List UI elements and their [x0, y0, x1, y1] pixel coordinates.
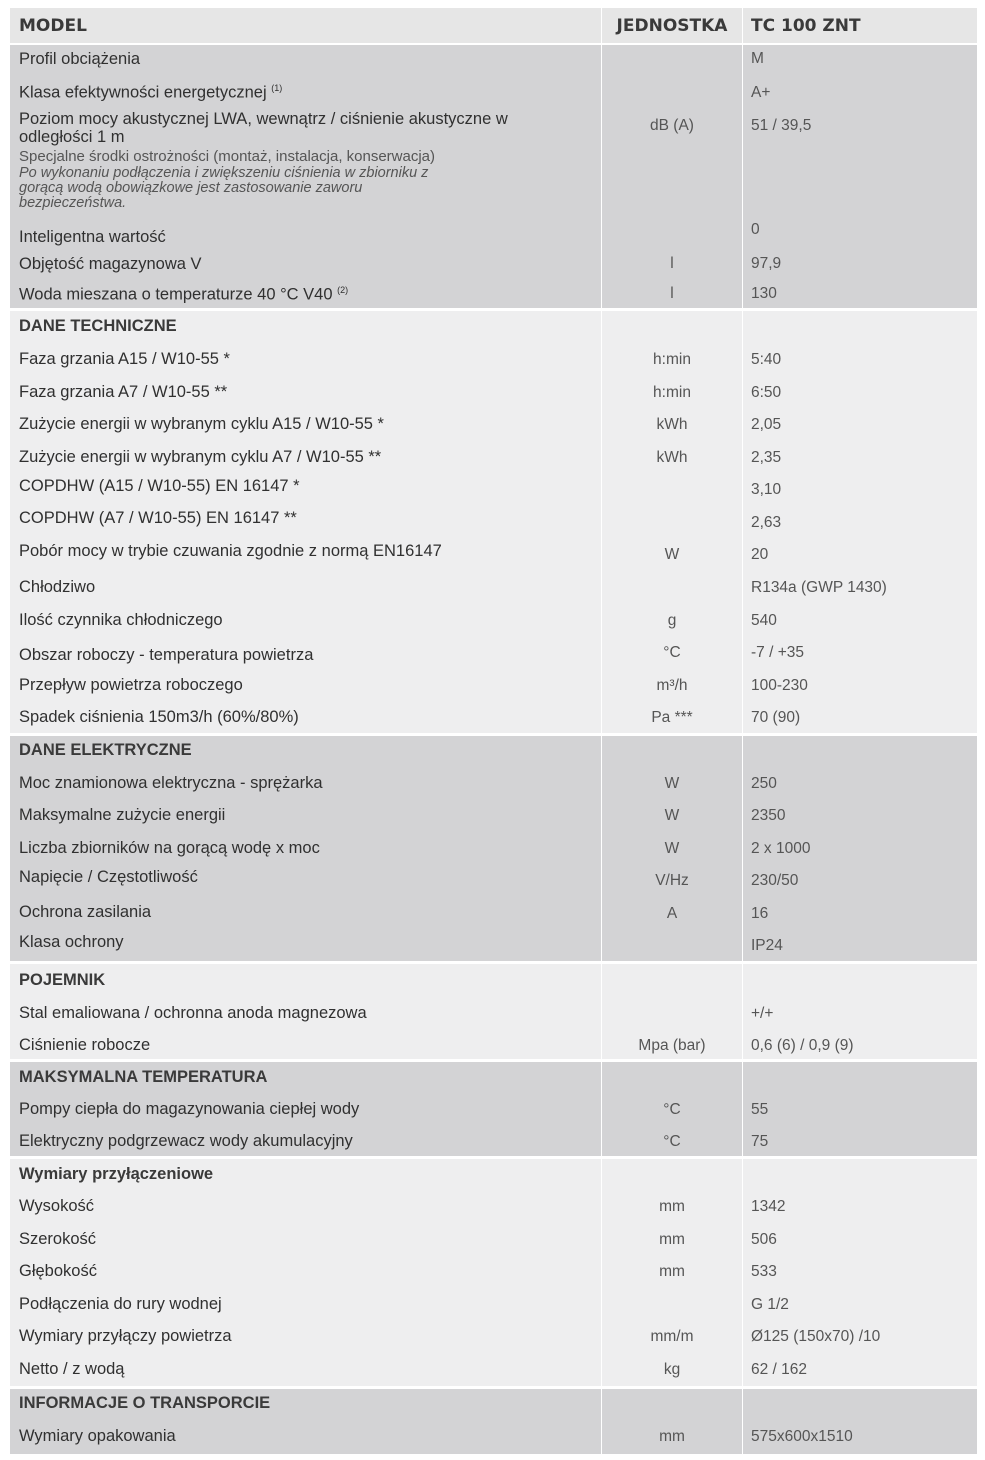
row-label: Maksymalne zużycie energii [19, 806, 226, 824]
row-value: 20 [751, 546, 769, 563]
row-value: G 1/2 [751, 1296, 789, 1313]
row-value: R134a (GWP 1430) [751, 579, 887, 596]
value-column [743, 45, 977, 308]
row-unit: W [664, 546, 680, 563]
row-note: Po wykonaniu podłączenia i zwiększeniu ciśnienia w zbiorniku z gorącą wodą obowiązkowe jest zastosowanie zaworu bezpieczeństwa. [19, 165, 429, 211]
unit-column [602, 1062, 742, 1156]
row-value: 506 [751, 1231, 777, 1248]
label-column [10, 311, 601, 733]
row-value: 130 [751, 285, 777, 302]
row-label: Poziom mocy akustycznej LWA, wewnątrz / ciśnienie akustyczne w odległości 1 m [19, 110, 508, 146]
row-value: 0,6 (6) / 0,9 (9) [751, 1037, 854, 1054]
row-value: 2,05 [751, 416, 782, 433]
row-unit: °C [663, 1133, 681, 1150]
row-unit: h:min [653, 351, 691, 368]
label-column [10, 736, 601, 961]
row-label: Ochrona zasilania [19, 903, 152, 921]
footnote-mark: (1) [271, 83, 283, 93]
footnote-mark: (2) [337, 285, 349, 295]
unit-column [602, 311, 742, 733]
row-unit: mm/m [650, 1328, 694, 1345]
row-label: Faza grzania A15 / W10-55 * [19, 350, 230, 368]
row-label: Objętość magazynowa V [19, 255, 202, 273]
unit-column [602, 1159, 742, 1386]
row-value: 2350 [751, 807, 786, 824]
row-label: Zużycie energii w wybranym cyklu A15 / W10-55 * [19, 415, 384, 433]
row-value: 16 [751, 905, 769, 922]
value-column [743, 736, 977, 961]
row-unit: W [664, 775, 680, 792]
row-label: Wysokość [19, 1197, 95, 1215]
row-unit: l [670, 285, 674, 302]
row-label: Pobór mocy w trybie czuwania zgodnie z normą EN16147 [19, 542, 442, 560]
row-value: A+ [751, 84, 771, 101]
row-label: Moc znamionowa elektryczna - sprężarka [19, 774, 323, 792]
row-unit: g [667, 612, 677, 629]
row-unit: A [666, 905, 678, 922]
value-column [743, 1389, 977, 1454]
section-title: DANE TECHNICZNE [19, 317, 177, 335]
row-unit: mm [659, 1428, 685, 1445]
row-label: Wymiary opakowania [19, 1427, 176, 1445]
row-label: Pompy ciepła do magazynowania ciepłej wody [19, 1100, 360, 1118]
row-label: Głębokość [19, 1262, 97, 1280]
row-label: Podłączenia do rury wodnej [19, 1295, 222, 1313]
section-electrical [10, 736, 977, 961]
unit-column [602, 1389, 742, 1454]
row-label: Klasa efektywności energetycznej $^{(1)}$ [19, 83, 283, 102]
row-unit: mm [659, 1231, 685, 1248]
section-model [10, 45, 977, 308]
row-unit: dB (A) [650, 117, 694, 134]
row-value: 230/50 [751, 872, 799, 889]
value-column [743, 1062, 977, 1156]
row-value: 2,63 [751, 514, 782, 531]
row-label: Chłodziwo [19, 578, 96, 596]
section-title: INFORMACJE O TRANSPORCIE [19, 1394, 271, 1412]
row-label: Specjalne środki ostrożności (montaż, instalacja, konserwacja) [19, 148, 436, 165]
spec-table [10, 8, 977, 1457]
unit-column [602, 964, 742, 1059]
row-label: Wymiary przyłączy powietrza [19, 1327, 232, 1345]
section-dimensions [10, 1159, 977, 1386]
row-value: 540 [751, 612, 777, 629]
row-value: 1342 [751, 1198, 786, 1215]
row-value: 0 [751, 221, 760, 238]
section-tank [10, 964, 977, 1059]
row-value: 62 / 162 [751, 1361, 808, 1378]
row-value: 55 [751, 1101, 769, 1118]
label-column [10, 964, 601, 1059]
unit-column [602, 45, 742, 308]
header-model: MODEL [10, 8, 601, 43]
value-column [743, 964, 977, 1059]
row-unit: Pa *** [651, 709, 693, 726]
row-label: Stal emaliowana / ochronna anoda magnezowa [19, 1004, 367, 1022]
label-column [10, 1062, 601, 1156]
value-column [743, 1159, 977, 1386]
row-label: Obszar roboczy - temperatura powietrza [19, 646, 314, 664]
value-column [743, 311, 977, 733]
row-unit: m³/h [656, 677, 688, 694]
row-unit: Mpa (bar) [638, 1037, 706, 1054]
header-product: TC 100 ZNT [743, 8, 977, 43]
row-label: Zużycie energii w wybranym cyklu A7 / W10-55 ** [19, 448, 382, 466]
row-unit: kWh [656, 416, 688, 433]
row-unit: °C [663, 1101, 681, 1118]
row-unit: kg [663, 1361, 681, 1378]
row-label: Szerokość [19, 1230, 97, 1248]
row-unit: V/Hz [655, 872, 689, 889]
row-label: Liczba zbiorników na gorącą wodę x moc [19, 839, 320, 857]
row-value: M [751, 50, 764, 67]
row-label: Profil obciążenia [19, 50, 141, 68]
row-label: Ciśnienie robocze [19, 1036, 151, 1054]
row-value: 533 [751, 1263, 777, 1280]
row-label: Ilość czynnika chłodniczego [19, 611, 223, 629]
label-column [10, 45, 601, 308]
section-technical [10, 311, 977, 733]
section-title: MAKSYMALNA TEMPERATURA [19, 1068, 268, 1086]
row-label: COPDHW (A15 / W10-55) EN 16147 * [19, 477, 300, 495]
row-label: Elektryczny podgrzewacz wody akumulacyjny [19, 1132, 353, 1150]
row-value: 250 [751, 775, 777, 792]
label-column [10, 1159, 601, 1386]
row-unit: W [664, 807, 680, 824]
table-header [10, 8, 977, 43]
row-value: 75 [751, 1133, 769, 1150]
row-value: Ø125 (150x70) /10 [751, 1328, 881, 1345]
row-value: 51 / 39,5 [751, 117, 812, 134]
label-column [10, 1389, 601, 1454]
row-unit: h:min [653, 384, 691, 401]
row-value: +/+ [751, 1005, 774, 1022]
row-label: Faza grzania A7 / W10-55 ** [19, 383, 228, 401]
row-value: 97,9 [751, 255, 782, 272]
row-label: Przepływ powietrza roboczego [19, 676, 243, 694]
row-label: Spadek ciśnienia 150m3/h (60%/80%) [19, 708, 299, 726]
row-unit: °C [663, 644, 681, 661]
section-title: DANE ELEKTRYCZNE [19, 741, 192, 759]
row-value: 6:50 [751, 384, 782, 401]
row-label: Klasa ochrony [19, 933, 124, 951]
row-label: Inteligentna wartość [19, 228, 166, 246]
section-title: Wymiary przyłączeniowe [19, 1165, 214, 1183]
row-value: 5:40 [751, 351, 782, 368]
row-value: -7 / +35 [751, 644, 804, 661]
section-title: POJEMNIK [19, 971, 106, 989]
row-unit: W [664, 840, 680, 857]
header-unit: JEDNOSTKA [602, 8, 742, 43]
row-value: 70 (90) [751, 709, 801, 726]
row-unit: l [670, 255, 674, 272]
row-value: 2 x 1000 [751, 840, 811, 857]
row-label: Woda mieszana o temperaturze 40 °C V40 $^{(2)}$ [19, 285, 349, 304]
section-transport [10, 1389, 977, 1454]
row-label: COPDHW (A7 / W10-55) EN 16147 ** [19, 509, 297, 527]
row-unit: mm [659, 1263, 685, 1280]
row-value: 2,35 [751, 449, 782, 466]
row-value: 100-230 [751, 677, 808, 694]
unit-column [602, 736, 742, 961]
row-value: IP24 [751, 937, 783, 954]
row-value: 3,10 [751, 481, 782, 498]
section-maxtemp [10, 1062, 977, 1156]
row-unit: kWh [656, 449, 688, 466]
row-value: 575x600x1510 [751, 1428, 853, 1445]
row-label: Netto / z wodą [19, 1360, 125, 1378]
row-unit: mm [659, 1198, 685, 1215]
row-label: Napięcie / Częstotliwość [19, 868, 198, 886]
